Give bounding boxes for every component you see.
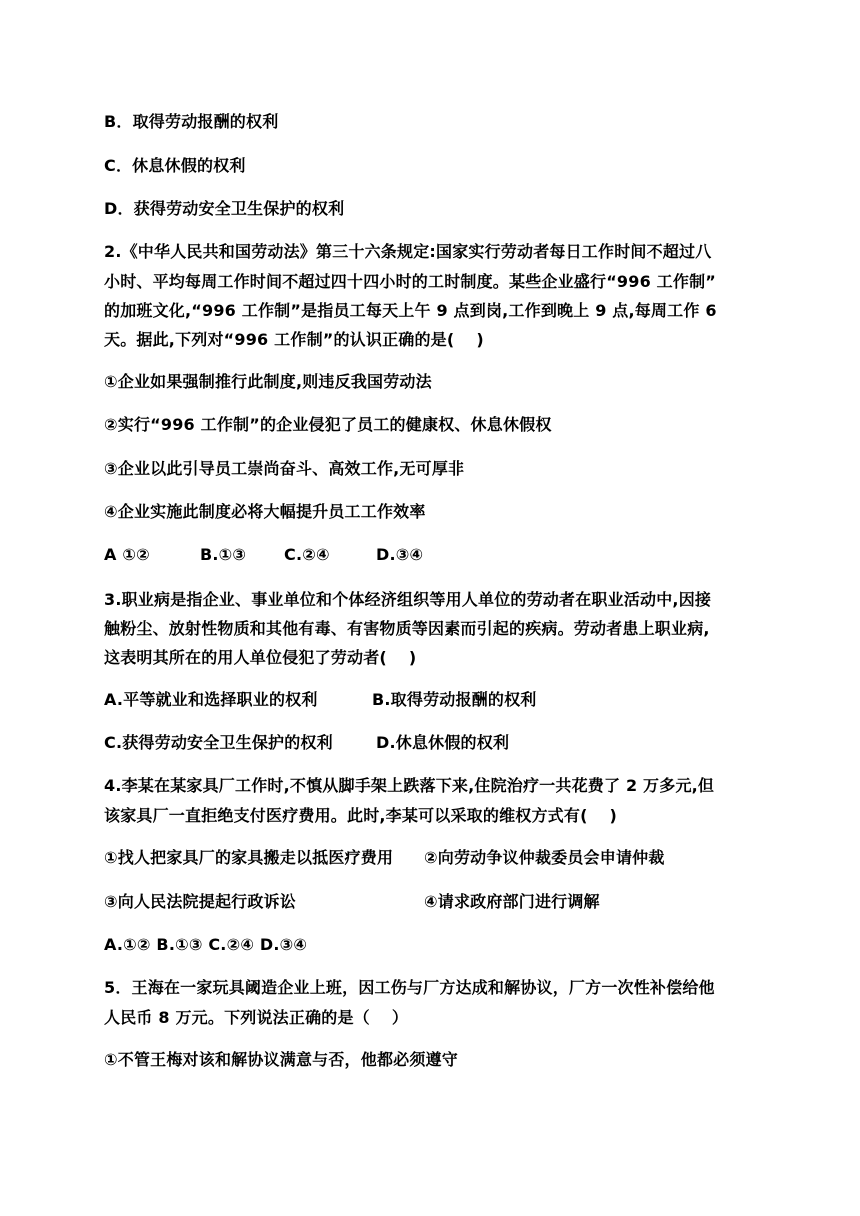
answer-b: B.取得劳动报酬的权利 xyxy=(372,690,537,709)
option-2: ②向劳动争议仲裁委员会申请仲裁 xyxy=(424,848,665,867)
question-3-line-2: 触粉尘、放射性物质和其他有毒、有害物质等因素而引起的疾病。劳动者患上职业病, xyxy=(104,619,710,638)
question-2-line-1: 2.《中华人民共和国劳动法》第三十六条规定:国家实行劳动者每日工作时间不超过八 xyxy=(104,242,712,261)
answer-a: A.平等就业和选择职业的权利 xyxy=(104,690,318,709)
question-2-line-3: 的加班文化,“996 工作制”是指员工每天上午 9 点到岗,工作到晚上 9 点,每周工作 6 xyxy=(104,301,717,320)
question-5-line-1: 5．王海在一家玩具阈造企业上班，因工伤与厂方达成和解协议，厂方一次性补偿给他 xyxy=(104,978,715,997)
question-2-line-4: 天。据此,下列对“996 工作制”的认识正确的是( ) xyxy=(104,330,484,349)
answer-a: A ①② xyxy=(104,545,150,564)
question-2-option-1: ①企业如果强制推行此制度,则违反我国劳动法 xyxy=(104,372,432,391)
answer-d: D.休息休假的权利 xyxy=(376,733,510,752)
question-4-line-2: 该家具厂一直拒绝支付医疗费用。此时,李某可以采取的维权方式有( ) xyxy=(104,806,618,825)
question-2-answers xyxy=(104,545,764,565)
question-2-line-2: 小时、平均每周工作时间不超过四十四小时的工时制度。某些企业盛行“996 工作制” xyxy=(104,272,717,291)
answer-b: B.①③ xyxy=(200,545,247,564)
option-3: ③向人民法院提起行政诉讼 xyxy=(104,892,296,911)
question-4-answers: A.①② B.①③ C.②④ D.③④ xyxy=(104,935,308,954)
question-2-option-2: ②实行“996 工作制”的企业侵犯了员工的健康权、休息休假权 xyxy=(104,415,552,434)
answer-c: C.获得劳动安全卫生保护的权利 xyxy=(104,733,333,752)
option-d-line: D．获得劳动安全卫生保护的权利 xyxy=(104,199,345,218)
option-c-line: C．休息休假的权利 xyxy=(104,156,246,175)
answer-c: C.②④ xyxy=(284,545,330,564)
answer-d: D.③④ xyxy=(376,545,424,564)
option-4: ④请求政府部门进行调解 xyxy=(424,892,600,911)
option-1: ①找人把家具厂的家具搬走以抵医疗费用 xyxy=(104,848,394,867)
question-3-answers-row-1 xyxy=(104,690,764,710)
question-3-line-3: 这表明其所在的用人单位侵犯了劳动者( ) xyxy=(104,648,417,667)
question-5-line-2: 人民币 8 万元。下列说法正确的是（ ） xyxy=(104,1008,409,1027)
question-3-answers-row-2 xyxy=(104,733,764,753)
question-5-option-1: ①不管王梅对该和解协议满意与否，他都必须遵守 xyxy=(104,1050,458,1069)
question-3-line-1: 3.职业病是指企业、事业单位和个体经济组织等用人单位的劳动者在职业活动中,因接 xyxy=(104,590,712,609)
question-2-option-3: ③企业以此引导员工崇尚奋斗、高效工作,无可厚非 xyxy=(104,459,465,478)
question-2-option-4: ④企业实施此制度必将大幅提升员工工作效率 xyxy=(104,502,426,521)
question-4-line-1: 4.李某在某家具厂工作时,不慎从脚手架上跌落下来,住院治疗一共花费了 2 万多元,但 xyxy=(104,776,715,795)
option-b-line: B．取得劳动报酬的权利 xyxy=(104,112,279,131)
question-4-options-row-1 xyxy=(104,848,764,868)
question-4-options-row-2 xyxy=(104,892,764,912)
